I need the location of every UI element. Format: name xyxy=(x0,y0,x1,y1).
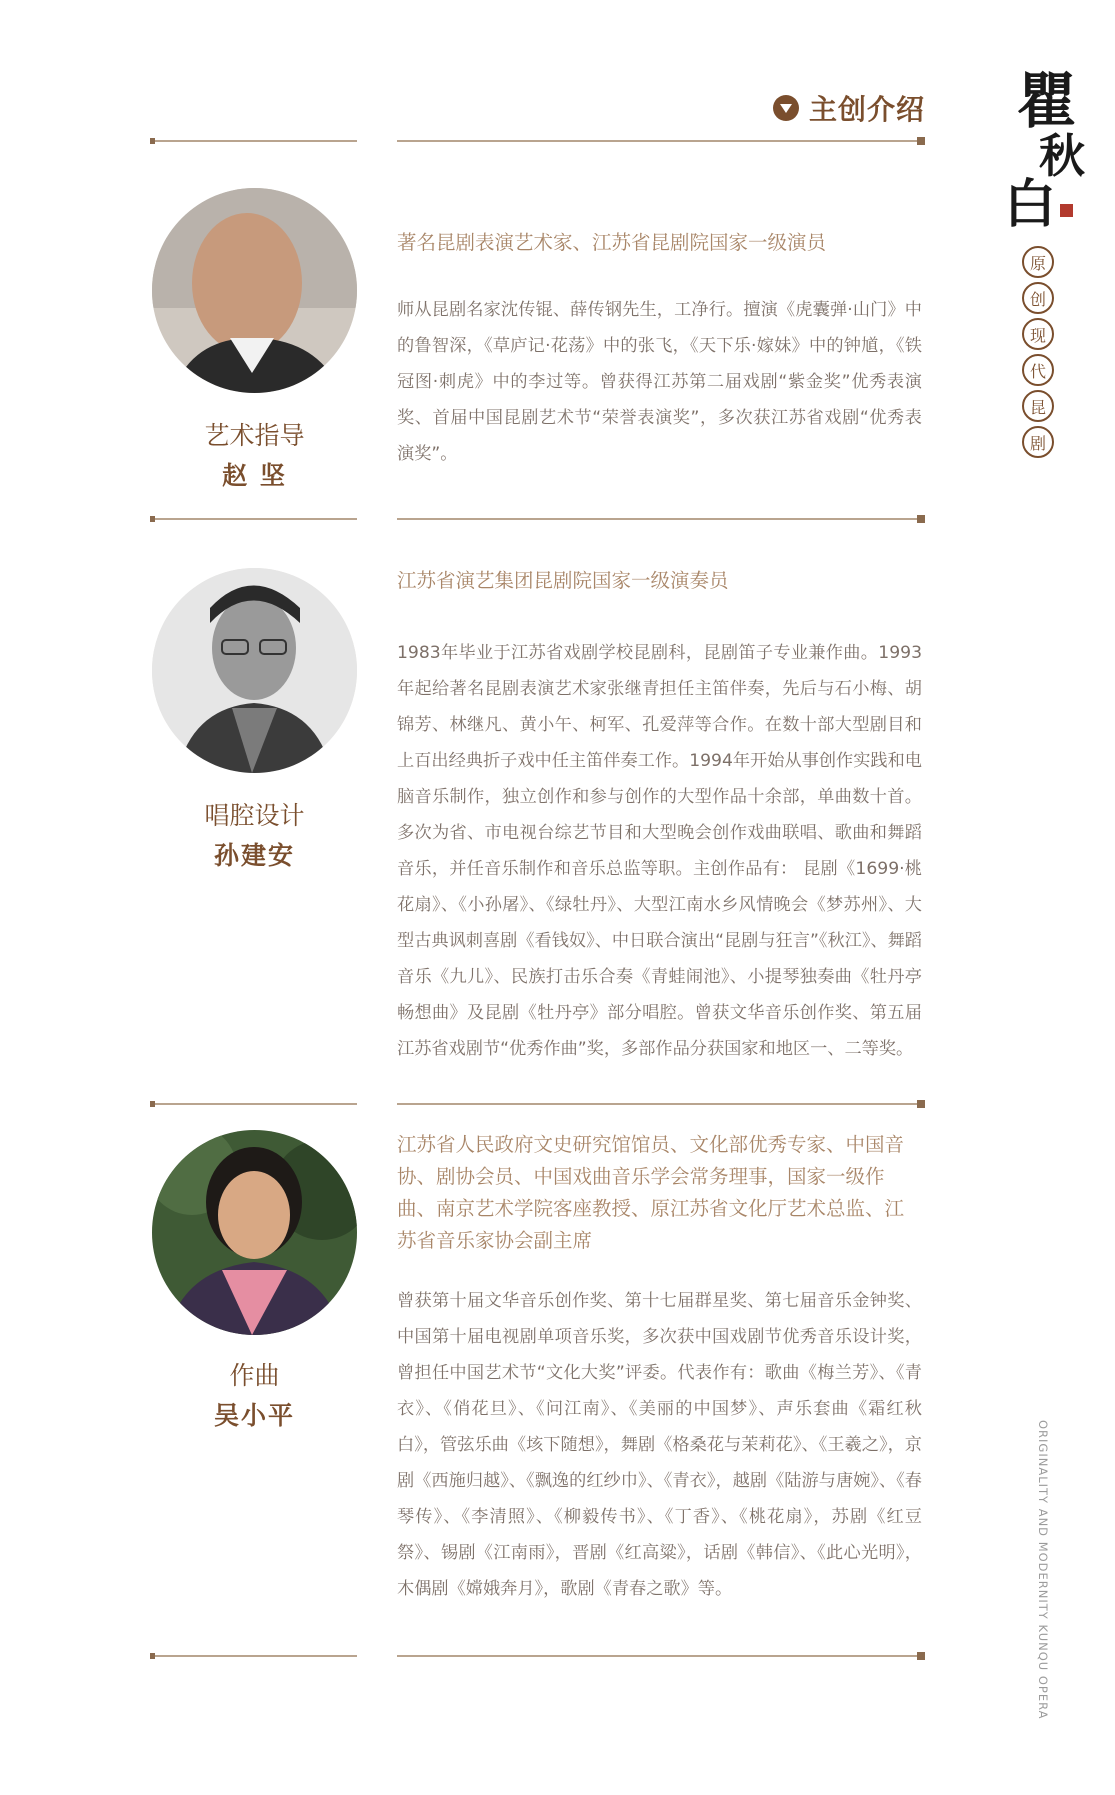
divider xyxy=(397,518,922,520)
person-headline: 江苏省人民政府文史研究馆馆员、文化部优秀专家、中国音协、剧协会员、中国戏曲音乐学会常务理事，国家一级作曲、南京艺术学院客座教授、原江苏省文化厅艺术总监、江苏省音乐家协会副主席 xyxy=(397,1133,905,1252)
svg-text:秋: 秋 xyxy=(1039,129,1085,183)
section-title xyxy=(773,88,925,128)
vertical-tag-char: 剧 xyxy=(1022,426,1054,458)
svg-text:瞿: 瞿 xyxy=(1017,67,1077,137)
vertical-tag-char: 原 xyxy=(1022,246,1054,278)
divider xyxy=(152,140,357,142)
vertical-tag-char: 创 xyxy=(1022,282,1054,314)
person-headline: 著名昆剧表演艺术家、江苏省昆剧院国家一级演员 xyxy=(397,231,827,254)
person-name: 孙建安 xyxy=(213,841,295,870)
person-name: 吴小平 xyxy=(213,1401,295,1430)
brand-logo xyxy=(1000,62,1095,232)
divider xyxy=(152,1103,357,1105)
avatar-zhao-jian xyxy=(152,188,357,393)
section-title-text: 主创介绍 xyxy=(808,93,925,126)
seal-icon xyxy=(1060,204,1073,217)
divider xyxy=(397,140,922,142)
person-bio: 曾获第十届文华音乐创作奖、第十七届群星奖、第七届音乐金钟奖、中国第十届电视剧单项音乐奖，多次获中国戏剧节优秀音乐设计奖，曾担任中国艺术节“文化大奖”评委。代表作有：歌曲《梅兰芳》、《青衣》、《俏花旦》、《问江南》、《美丽的中国梦》、声乐套曲《霜红秋白》，管弦乐曲《垓下随想》，舞剧《格桑花与茉莉花》、《王羲之》，京剧《西施归越》、《飘逸的红纱巾》、《青衣》，越剧《陆游与唐婉》、《春琴传》、《李清照》、《柳毅传书》、《丁香》、《桃花扇》，苏剧《红豆祭》、锡剧《江南雨》，晋剧《红高粱》，话剧《韩信》、《此心光明》，木偶剧《嫦娥奔月》，歌剧《青春之歌》等。 xyxy=(397,1291,922,1599)
english-tagline: ORIGINALITY AND MODERNITY KUNQU OPERA xyxy=(1036,1420,1050,1720)
person-headline: 江苏省演艺集团昆剧院国家一级演奏员 xyxy=(397,569,729,592)
vertical-tag-char: 代 xyxy=(1022,354,1054,386)
divider xyxy=(397,1103,922,1105)
vertical-tag-char: 昆 xyxy=(1022,390,1054,422)
avatar-wu-xiaoping xyxy=(152,1130,357,1335)
person-bio: 师从昆剧名家沈传锟、薛传钢先生，工净行。擅演《虎囊弹·山门》中的鲁智深，《草庐记·花荡》中的张飞，《天下乐·嫁妹》中的钟馗，《铁冠图·刺虎》中的李过等。曾获得江苏第二届戏剧“紫金奖”优秀表演奖、首届中国昆剧艺术节“荣誉表演奖”，多次获江苏省戏剧“优秀表演奖”。 xyxy=(397,300,922,464)
divider xyxy=(152,518,357,520)
person-role: 作曲 xyxy=(229,1361,280,1390)
vertical-tag-char: 现 xyxy=(1022,318,1054,350)
divider xyxy=(152,1655,357,1657)
person-name: 赵 坚 xyxy=(222,461,287,490)
person-bio: 1983年毕业于江苏省戏剧学校昆剧科，昆剧笛子专业兼作曲。1993年起给著名昆剧表演艺术家张继青担任主笛伴奏，先后与石小梅、胡锦芳、林继凡、黄小午、柯军、孔爱萍等合作。在数十部大型剧目和上百出经典折子戏中任主笛伴奏工作。1994年开始从事创作实践和电脑音乐制作，独立创作和参与创作的大型作品十余部，单曲数十首。多次为省、市电视台综艺节目和大型晚会创作戏曲联唱、歌曲和舞蹈音乐，并任音乐制作和音乐总监等职。主创作品有： 昆剧《1699·桃花扇》、《小孙屠》、《绿牡丹》、大型江南水乡风情晚会《梦苏州》、大型古典讽刺喜剧《看钱奴》、中日联合演出“昆剧与狂言”《秋江》、舞蹈音乐《九儿》、民族打击乐合奏《青蛙闹池》、小提琴独奏曲《牡丹亭畅想曲》及昆剧《牡丹亭》部分唱腔。曾获文华音乐创作奖、第五届江苏省戏剧节“优秀作曲”奖，多部作品分获国家和地区一、二等奖。 xyxy=(397,643,922,1059)
person-role: 艺术指导 xyxy=(204,421,305,450)
triangle-down-icon xyxy=(773,95,799,121)
divider xyxy=(397,1655,922,1657)
svg-text:白: 白 xyxy=(1003,174,1057,232)
avatar-sun-jianan xyxy=(152,568,357,773)
person-role: 唱腔设计 xyxy=(204,801,305,830)
